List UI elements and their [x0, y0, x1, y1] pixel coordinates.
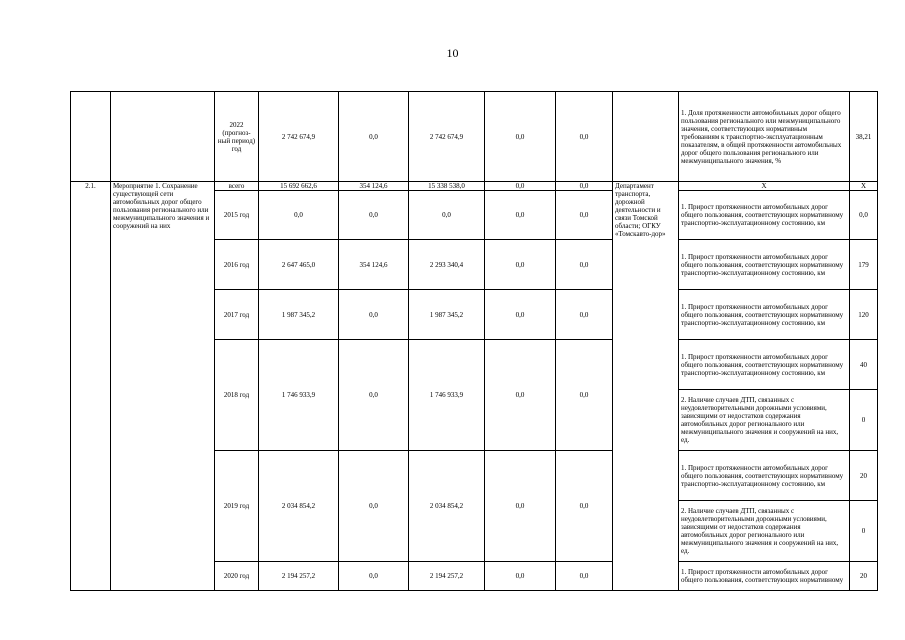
indicator-cell: 1. Прирост протяженности автомобильных дорог общего пользования, соответствующих нормативному транспортно-эксплуатационному состоянию, км: [679, 290, 850, 340]
indicator-cell: 1. Прирост протяженности автомобильных дорог общего пользования, соответствующих нормативному транспортно-эксплуатационному состоянию, км: [679, 340, 850, 390]
indicator-cell: 1. Прирост протяженности автомобильных дорог общего пользования, соответствующих нормативному транспортно-эксплуатационному состоянию, км: [679, 451, 850, 501]
fed-cell: 0,0: [339, 92, 409, 182]
local-cell: 0,0: [485, 92, 556, 182]
total-cell: 2 742 674,9: [259, 92, 339, 182]
fed-cell: 0,0: [339, 562, 409, 591]
total-cell: 15 692 662,6: [259, 182, 339, 191]
regional-cell: 2 742 674,9: [409, 92, 485, 182]
local-cell: 0,0: [485, 290, 556, 340]
other-cell: 0,0: [556, 191, 613, 240]
executor-cell: Департамент транспорта, дорожной деятельности и связи Томской области; ОГКУ «Томскавто-дор»: [613, 182, 679, 591]
indicator-value-cell: 0: [850, 501, 878, 562]
indicator-cell: 1. Прирост протяженности автомобильных дорог общего пользования, соответствующих нормативному транспортно-эксплуатационному состоянию, км: [679, 240, 850, 290]
regional-cell: 0,0: [409, 191, 485, 240]
page-number: 10: [446, 46, 459, 60]
total-cell: 2 034 854,2: [259, 451, 339, 562]
indicator-value-cell: 20: [850, 562, 878, 591]
total-cell: 2 194 257,2: [259, 562, 339, 591]
other-cell: 0,0: [556, 451, 613, 562]
total-cell: 2 647 465,0: [259, 240, 339, 290]
other-cell: 0,0: [556, 290, 613, 340]
period-cell: 2020 год: [215, 562, 259, 591]
table-row: [71, 92, 878, 182]
fed-cell: 0,0: [339, 340, 409, 451]
local-cell: 0,0: [485, 182, 556, 191]
regional-cell: 15 338 538,0: [409, 182, 485, 191]
item-name-cell: Мероприятие 1. Сохранение существующей сети автомобильных дорог общего пользования регионального или межмуниципального значения и сооружений на них: [111, 182, 215, 591]
indicator-cell: 2. Наличие случаев ДТП, связанных с неудовлетворительными дорожными условиями, зависящими от недостатков содержания автомобильных дорог регионального или межмуниципального значения и сооружений на них, ед.: [679, 501, 850, 562]
indicator-cell: Х: [679, 182, 850, 191]
fed-cell: 0,0: [339, 191, 409, 240]
fed-cell: 354 124,6: [339, 240, 409, 290]
other-cell: 0,0: [556, 92, 613, 182]
local-cell: 0,0: [485, 562, 556, 591]
item-name-cell: [111, 92, 215, 182]
executor-cell: [613, 92, 679, 182]
local-cell: 0,0: [485, 191, 556, 240]
item-number-cell: 2.1.: [71, 182, 111, 591]
other-cell: 0,0: [556, 562, 613, 591]
regional-cell: 2 293 340,4: [409, 240, 485, 290]
indicator-value-cell: 0,0: [850, 191, 878, 240]
indicator-value-cell: 40: [850, 340, 878, 390]
period-cell: 2018 год: [215, 340, 259, 451]
indicator-cell: 1. Доля протяженности автомобильных дорог общего пользования регионального или межмуниципального значения, соответствующих нормативным требованиям к транспортно-эксплуатационным показателям, в общей протяженности автомобильных дорог общего пользования регионального или межмуниципального значения, %: [679, 92, 850, 182]
other-cell: 0,0: [556, 340, 613, 451]
regional-cell: 2 034 854,2: [409, 451, 485, 562]
indicator-cell: 1. Прирост протяженности автомобильных дорог общего пользования, соответствующих нормативному транспортно-эксплуатационному состоянию, км: [679, 191, 850, 240]
local-cell: 0,0: [485, 340, 556, 451]
total-cell: 0,0: [259, 191, 339, 240]
indicator-value-cell: 120: [850, 290, 878, 340]
fed-cell: 0,0: [339, 290, 409, 340]
local-cell: 0,0: [485, 240, 556, 290]
program-table: [70, 91, 878, 591]
period-cell: 2015 год: [215, 191, 259, 240]
indicator-value-cell: Х: [850, 182, 878, 191]
indicator-value-cell: 0: [850, 390, 878, 451]
indicator-value-cell: 38,21: [850, 92, 878, 182]
period-cell: всего: [215, 182, 259, 191]
total-cell: 1 746 933,9: [259, 340, 339, 451]
local-cell: 0,0: [485, 451, 556, 562]
regional-cell: 1 746 933,9: [409, 340, 485, 451]
table-row: [71, 182, 878, 191]
period-cell: 2022 (прогноз-ный период) год: [215, 92, 259, 182]
period-cell: 2019 год: [215, 451, 259, 562]
indicator-cell: 2. Наличие случаев ДТП, связанных с неудовлетворительными дорожными условиями, зависящими от недостатков содержания автомобильных дорог регионального или межмуниципального значения и сооружений на них, ед.: [679, 390, 850, 451]
period-cell: 2016 год: [215, 240, 259, 290]
indicator-value-cell: 179: [850, 240, 878, 290]
other-cell: 0,0: [556, 240, 613, 290]
regional-cell: 1 987 345,2: [409, 290, 485, 340]
fed-cell: 354 124,6: [339, 182, 409, 191]
indicator-cell: 1. Прирост протяженности автомобильных дорог общего пользования, соответствующих нормативному: [679, 562, 850, 591]
total-cell: 1 987 345,2: [259, 290, 339, 340]
other-cell: 0,0: [556, 182, 613, 191]
regional-cell: 2 194 257,2: [409, 562, 485, 591]
fed-cell: 0,0: [339, 451, 409, 562]
item-number-cell: [71, 92, 111, 182]
period-cell: 2017 год: [215, 290, 259, 340]
indicator-value-cell: 20: [850, 451, 878, 501]
